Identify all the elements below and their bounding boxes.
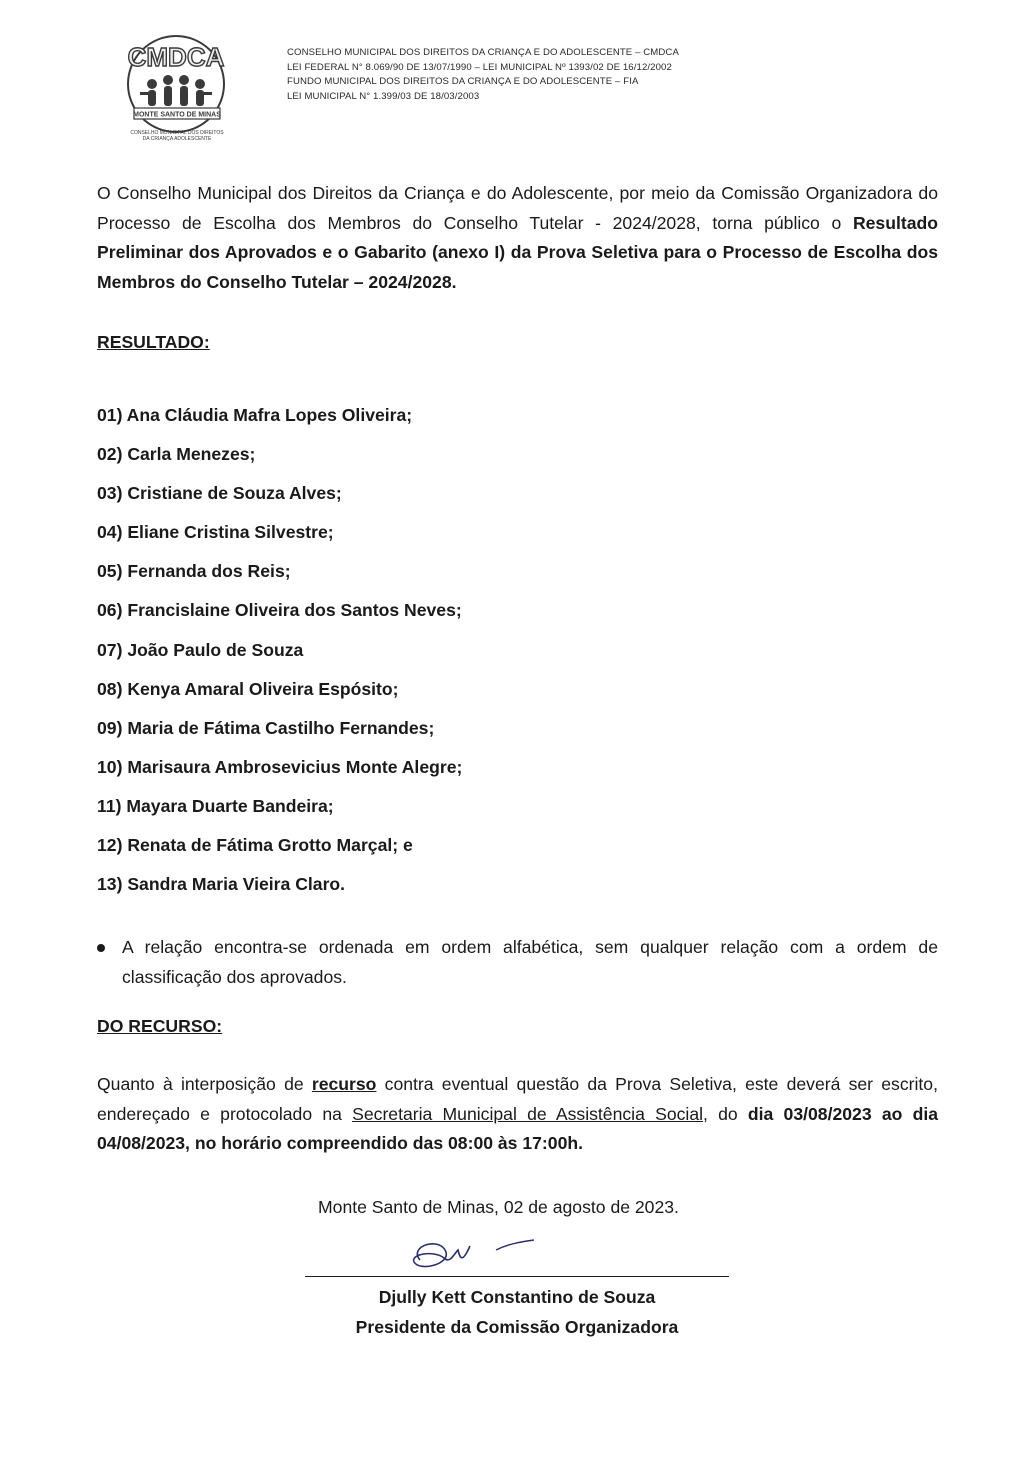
recurso-keyword: recurso [311,1074,377,1094]
logo-ribbon: MONTE SANTO DE MINAS [133,111,221,119]
intro-bold-text: Resultado Preliminar dos Aprovados e o Gabarito (anexo I) da Prova Seletiva para o Processo de Escolha dos Membros do Conselho Tutelar – 2024/2028. [97,212,938,292]
letterhead-line: LEI FEDERAL N° 8.069/90 DE 13/07/1990 – LEI MUNICIPAL Nº 1393/02 DE 16/12/2002 [287,61,672,73]
signer-block [305,1283,729,1342]
list-item: 06) Francislaine Oliveira dos Santos Neves; [97,600,462,621]
signer-role: Presidente da Comissão Organizadora [355,1316,679,1337]
signer-name: Djully Kett Constantino de Souza [378,1287,656,1307]
recurso-deadline: dia 03/08/2023 ao dia 04/08/2023, no horário compreendido das 08:00 às 17:00h. [97,1103,939,1153]
list-item: 03) Cristiane de Souza Alves; [97,483,342,504]
ordering-note [97,933,938,992]
list-item: 04) Eliane Cristina Silvestre; [97,522,334,543]
letterhead-line: CONSELHO MUNICIPAL DOS DIREITOS DA CRIANÇA E DO ADOLESCENTE – CMDCA [287,47,679,58]
ordering-note-text: A relação encontra-se ordenada em ordem alfabética, sem qualquer relação com a ordem de classificação dos aprovados. [122,937,938,987]
list-item: 07) João Paulo de Souza [97,639,304,660]
list-item: 09) Maria de Fátima Castilho Fernandes; [97,717,435,738]
recurso-paragraph [97,1070,938,1159]
cmdca-logo [112,32,242,152]
list-item: 12) Renata de Fátima Grotto Marçal; e [97,835,413,856]
logo-text: CMDCA [127,42,225,72]
place-date: Monte Santo de Minas, 02 de agosto de 2023. [318,1197,679,1217]
secretaria-name: Secretaria Municipal de Assistência Social [352,1103,704,1124]
resultado-heading: RESULTADO: [97,332,210,352]
handwritten-signature [400,1232,540,1282]
recurso-text-2: contra eventual questão da Prova Seletiva, este deverá ser escrito, endereçado e protocolado na [97,1074,938,1124]
logo-caption-line-1: CONSELHO MUNICIPAL DOS DIREITOS [130,130,224,136]
letterhead-line: FUNDO MUNICIPAL DOS DIREITOS DA CRIANÇA E DO ADOLESCENTE – FIA [287,76,639,88]
recurso-heading: DO RECURSO: [97,1016,223,1036]
signature-line [305,1276,729,1277]
bullet-icon [97,944,105,952]
list-item: 10) Marisaura Ambrosevicius Monte Alegre; [97,756,463,777]
intro-text: O Conselho Municipal dos Direitos da Criança e do Adolescente, por meio da Comissão Organizadora do Processo de Escolha dos Membros do Conselho Tutelar - 2024/2028, torna público o [97,183,938,233]
letterhead [287,46,679,104]
list-item: 08) Kenya Amaral Oliveira Espósito; [97,678,399,699]
list-item: 13) Sandra Maria Vieira Claro. [97,874,346,895]
intro-paragraph [97,179,938,297]
logo-caption-line-2: DA CRIANÇA ADOLESCENTE [142,136,212,142]
list-item: 05) Fernanda dos Reis; [97,561,291,582]
list-item: 02) Carla Menezes; [97,444,256,465]
recurso-text-3: , do [703,1103,748,1124]
list-item: 11) Mayara Duarte Bandeira; [97,795,334,816]
approved-list [97,396,462,904]
letterhead-line: LEI MUNICIPAL N° 1.399/03 DE 18/03/2003 [287,90,480,102]
recurso-text-1: Quanto à interposição de [97,1074,312,1094]
list-item: 01) Ana Cláudia Mafra Lopes Oliveira; [97,405,413,425]
